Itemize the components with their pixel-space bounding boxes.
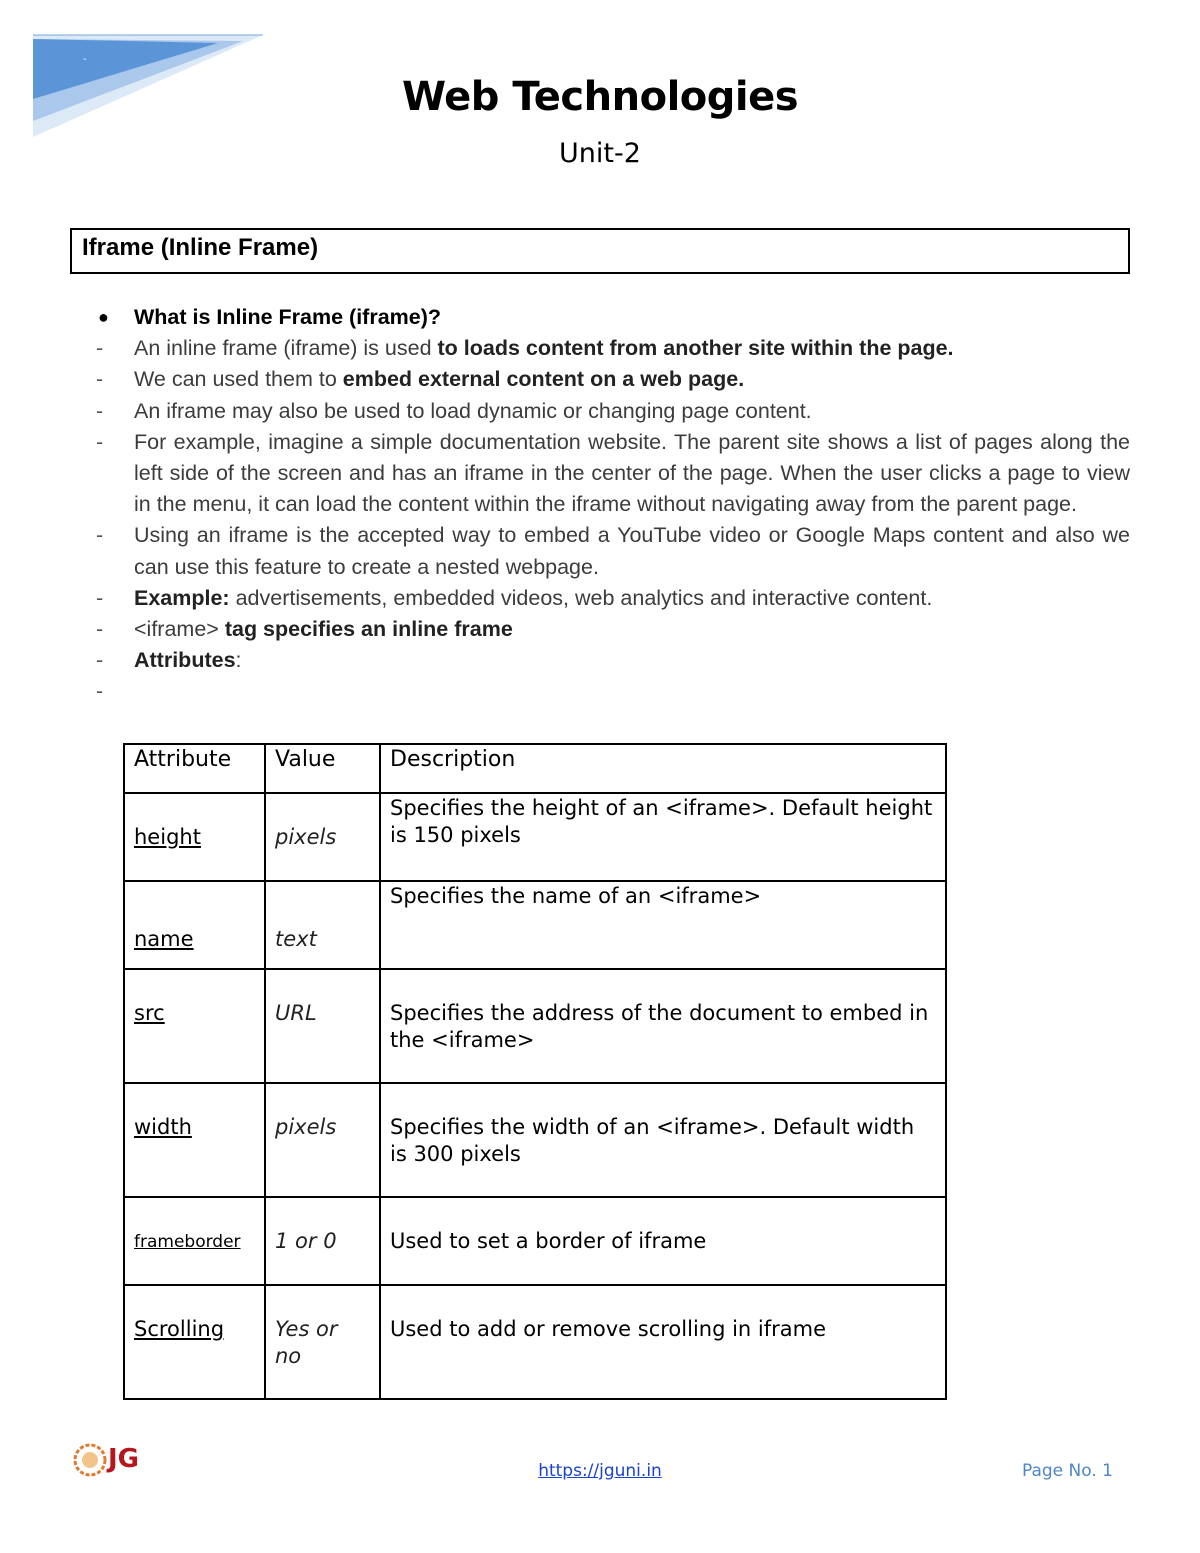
list-item [96,333,1130,364]
item-text: We can used them to [134,367,343,392]
dash-icon: - [96,679,104,704]
question-text: What is Inline Frame (iframe)? [134,305,442,329]
attribute-name: frameborder [134,1231,241,1252]
item-bold-text: Example: [134,585,230,610]
question-bullet [96,302,1130,333]
list-item [96,520,1130,582]
attribute-value: 1 or 0 [275,1228,337,1253]
list-item [96,583,1130,614]
footer-website-link[interactable]: https://jguni.in [538,1461,662,1481]
header-attribute: Attribute [124,744,265,793]
table-header-row [124,744,946,793]
attribute-value: pixels [275,1115,337,1139]
header-description: Description [380,744,946,793]
attribute-description: Used to add or remove scrolling in iframe [390,1317,827,1341]
item-text: For example, imagine a simple documentation website. The parent site shows a list of pages along the left side of the screen and has an iframe in the center of the page. When the user clicks a page to view in the menu, it can load the content within the iframe without navigating away from the parent page. [134,429,1130,517]
dash-icon: - [96,336,104,361]
attribute-description: Specifies the width of an <iframe>. Default width is 300 pixels [390,1115,915,1166]
table-row [124,881,946,969]
bullet-dot-icon: ● [98,307,109,327]
attributes-table [123,743,947,1400]
item-bold-text: tag specifies an inline frame [224,617,513,642]
header-value: Value [265,744,380,793]
item-bold-text: to loads content from another site within the page. [437,336,954,361]
dash-icon: - [96,648,104,673]
footer-page-number: Page No. 1 [1021,1461,1113,1481]
attribute-value: pixels [275,824,337,849]
list-item-empty [96,676,1130,707]
attribute-value: text [275,926,317,951]
attribute-description: Specifies the address of the document to embed in the <iframe> [390,1001,929,1052]
dash-icon: - [96,398,104,423]
attribute-description: Specifies the name of an <iframe> [390,884,762,908]
attribute-value: Yes or no [275,1317,338,1368]
attribute-value: URL [275,1001,317,1025]
section-heading-box [70,228,1130,274]
attribute-name: src [134,1001,165,1025]
section-heading: Iframe (Inline Frame) [82,234,319,261]
svg-text:JG: JG [108,1444,140,1474]
item-text: An iframe may also be used to load dynamic or changing page content. [134,398,812,423]
dash-icon: - [96,429,104,454]
dash-icon: - [96,617,104,642]
item-text: <iframe> [134,617,225,642]
attribute-name: name [134,926,194,951]
table-row [124,969,946,1083]
item-text: An inline frame (iframe) is used [134,336,438,361]
item-text: Using an iframe is the accepted way to embed a YouTube video or Google Maps content and also we can use this feature to create a nested webpage. [134,523,1130,579]
list-item [96,645,1130,676]
attribute-name: height [134,824,201,849]
table-row [124,1083,946,1197]
item-bold-text: embed external content on a web page. [342,367,745,392]
attribute-description: Used to set a border of iframe [390,1228,707,1253]
table-row [124,1285,946,1399]
table-row [124,1197,946,1285]
list-item [96,396,1130,427]
item-text-tail: : [235,648,242,673]
list-item [96,427,1130,521]
attribute-description: Specifies the height of an <iframe>. Default height is 150 pixels [390,796,933,847]
attribute-name: width [134,1115,192,1139]
content-list [96,302,1130,708]
list-item [96,364,1130,395]
dash-icon: - [96,523,104,548]
table-row [124,793,946,881]
svg-text:-: - [83,54,87,65]
dash-icon: - [96,585,104,610]
item-bold-text: Attributes [134,648,236,673]
dash-icon: - [96,367,104,392]
attribute-name: Scrolling [134,1317,225,1341]
document-subtitle: Unit-2 [559,138,641,169]
document-title: Web Technologies [401,74,799,120]
list-item [96,614,1130,645]
item-text-tail: advertisements, embedded videos, web analytics and interactive content. [229,585,933,610]
